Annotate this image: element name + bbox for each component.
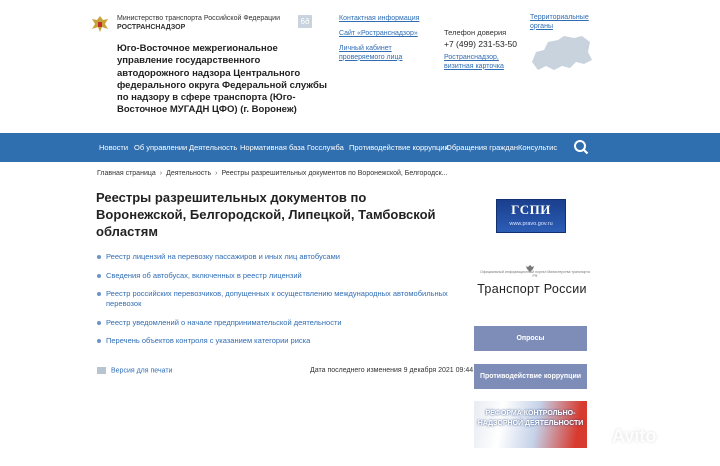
russia-map-icon[interactable] bbox=[528, 32, 594, 76]
contacts-link[interactable]: Контактная информация bbox=[339, 15, 420, 22]
list-item[interactable]: Реестр уведомлений о начале предпринимательской деятельности bbox=[97, 318, 467, 328]
nav-civil-service[interactable]: Госслужба bbox=[307, 143, 344, 152]
ministry-name: Министерство транспорта Российской Федерации РОСТРАНСНАДЗОР bbox=[117, 15, 280, 31]
search-icon[interactable] bbox=[566, 133, 596, 162]
print-version-link[interactable] bbox=[97, 367, 172, 374]
nav-anticorruption[interactable]: Противодействие коррупции bbox=[349, 143, 449, 152]
list-item[interactable]: Реестр лицензий на перевозку пассажиров и иных лиц автобусами bbox=[97, 252, 467, 262]
list-item[interactable]: Сведения об автобусах, включенных в реестр лицензий bbox=[97, 271, 467, 281]
gspi-title: ГСПИ bbox=[511, 202, 551, 217]
org-title: Юго-Восточное межрегиональное управление государственного автодорожного надзора Центрального федерального округа Федеральной службы по надзору в сфере транспорта (Юго-Восточное МУГАДН ЦФО) (г. Воронеж) bbox=[117, 43, 327, 116]
list-item[interactable]: Реестр российских перевозчиков, допущенных к осуществлению международных автомобильных перевозок bbox=[97, 289, 467, 309]
eagle-emblem-icon bbox=[90, 14, 110, 34]
nav-about[interactable]: Об управлении bbox=[134, 143, 188, 152]
reform-title: РЕФОРМА КОНТРОЛЬНО-НАДЗОРНОЙ ДЕЯТЕЛЬНОСТИ bbox=[477, 410, 584, 427]
crumb-current: Реестры разрешительных документов по Воронежской, Белгородск... bbox=[221, 170, 448, 177]
transport-portal-caption: Официальный информационный портал Министерства транспорта РФ bbox=[480, 270, 590, 278]
crumb-separator: › bbox=[159, 170, 163, 177]
phone-number: +7 (499) 231-53-50 bbox=[444, 39, 518, 49]
transport-russia-banner[interactable]: Транспорт России bbox=[477, 282, 587, 296]
last-updated: Дата последнего изменения 9 декабря 2021 09:44 bbox=[310, 367, 474, 374]
reform-banner[interactable] bbox=[474, 401, 587, 448]
printer-icon bbox=[97, 367, 106, 374]
list-item[interactable]: Перечень объектов контроля с указанием категории риска bbox=[97, 336, 467, 346]
site-link[interactable]: Сайт «Ространснадзор» bbox=[339, 30, 418, 37]
card-link[interactable]: Ространснадзор, визитная карточка bbox=[444, 54, 504, 70]
print-label: Версия для печати bbox=[111, 367, 173, 375]
crumb-home[interactable]: Главная страница bbox=[97, 170, 156, 177]
cabinet-link[interactable]: Личный кабинет проверяемого лица bbox=[339, 45, 403, 61]
page-title: Реестры разрешительных документов по Воронежской, Белгородской, Липецкой, Тамбовской областям bbox=[96, 190, 436, 239]
polls-banner[interactable]: Опросы bbox=[474, 326, 587, 351]
nav-normative[interactable]: Нормативная база bbox=[240, 143, 305, 152]
anticorruption-banner[interactable]: Противодействие коррупции bbox=[474, 364, 587, 389]
accessibility-button[interactable]: 6ð bbox=[298, 15, 312, 28]
breadcrumb bbox=[97, 170, 448, 177]
avito-watermark: Avito bbox=[612, 426, 657, 446]
gspi-banner[interactable] bbox=[496, 199, 566, 233]
crumb-activity[interactable]: Деятельность bbox=[166, 170, 212, 177]
main-nav bbox=[0, 133, 720, 162]
nav-consult[interactable]: Консультис bbox=[518, 143, 558, 152]
gspi-url: www.pravo.gov.ru bbox=[509, 221, 553, 227]
territorial-link[interactable]: Территориальные органы bbox=[530, 14, 589, 30]
phone-label: Телефон доверия bbox=[444, 28, 507, 37]
nav-activity[interactable]: Деятельность bbox=[189, 143, 238, 152]
crumb-separator: › bbox=[215, 170, 218, 177]
registry-list bbox=[97, 252, 467, 355]
nav-news[interactable]: Новости bbox=[99, 143, 129, 152]
nav-appeals[interactable]: Обращения граждан bbox=[446, 143, 518, 152]
